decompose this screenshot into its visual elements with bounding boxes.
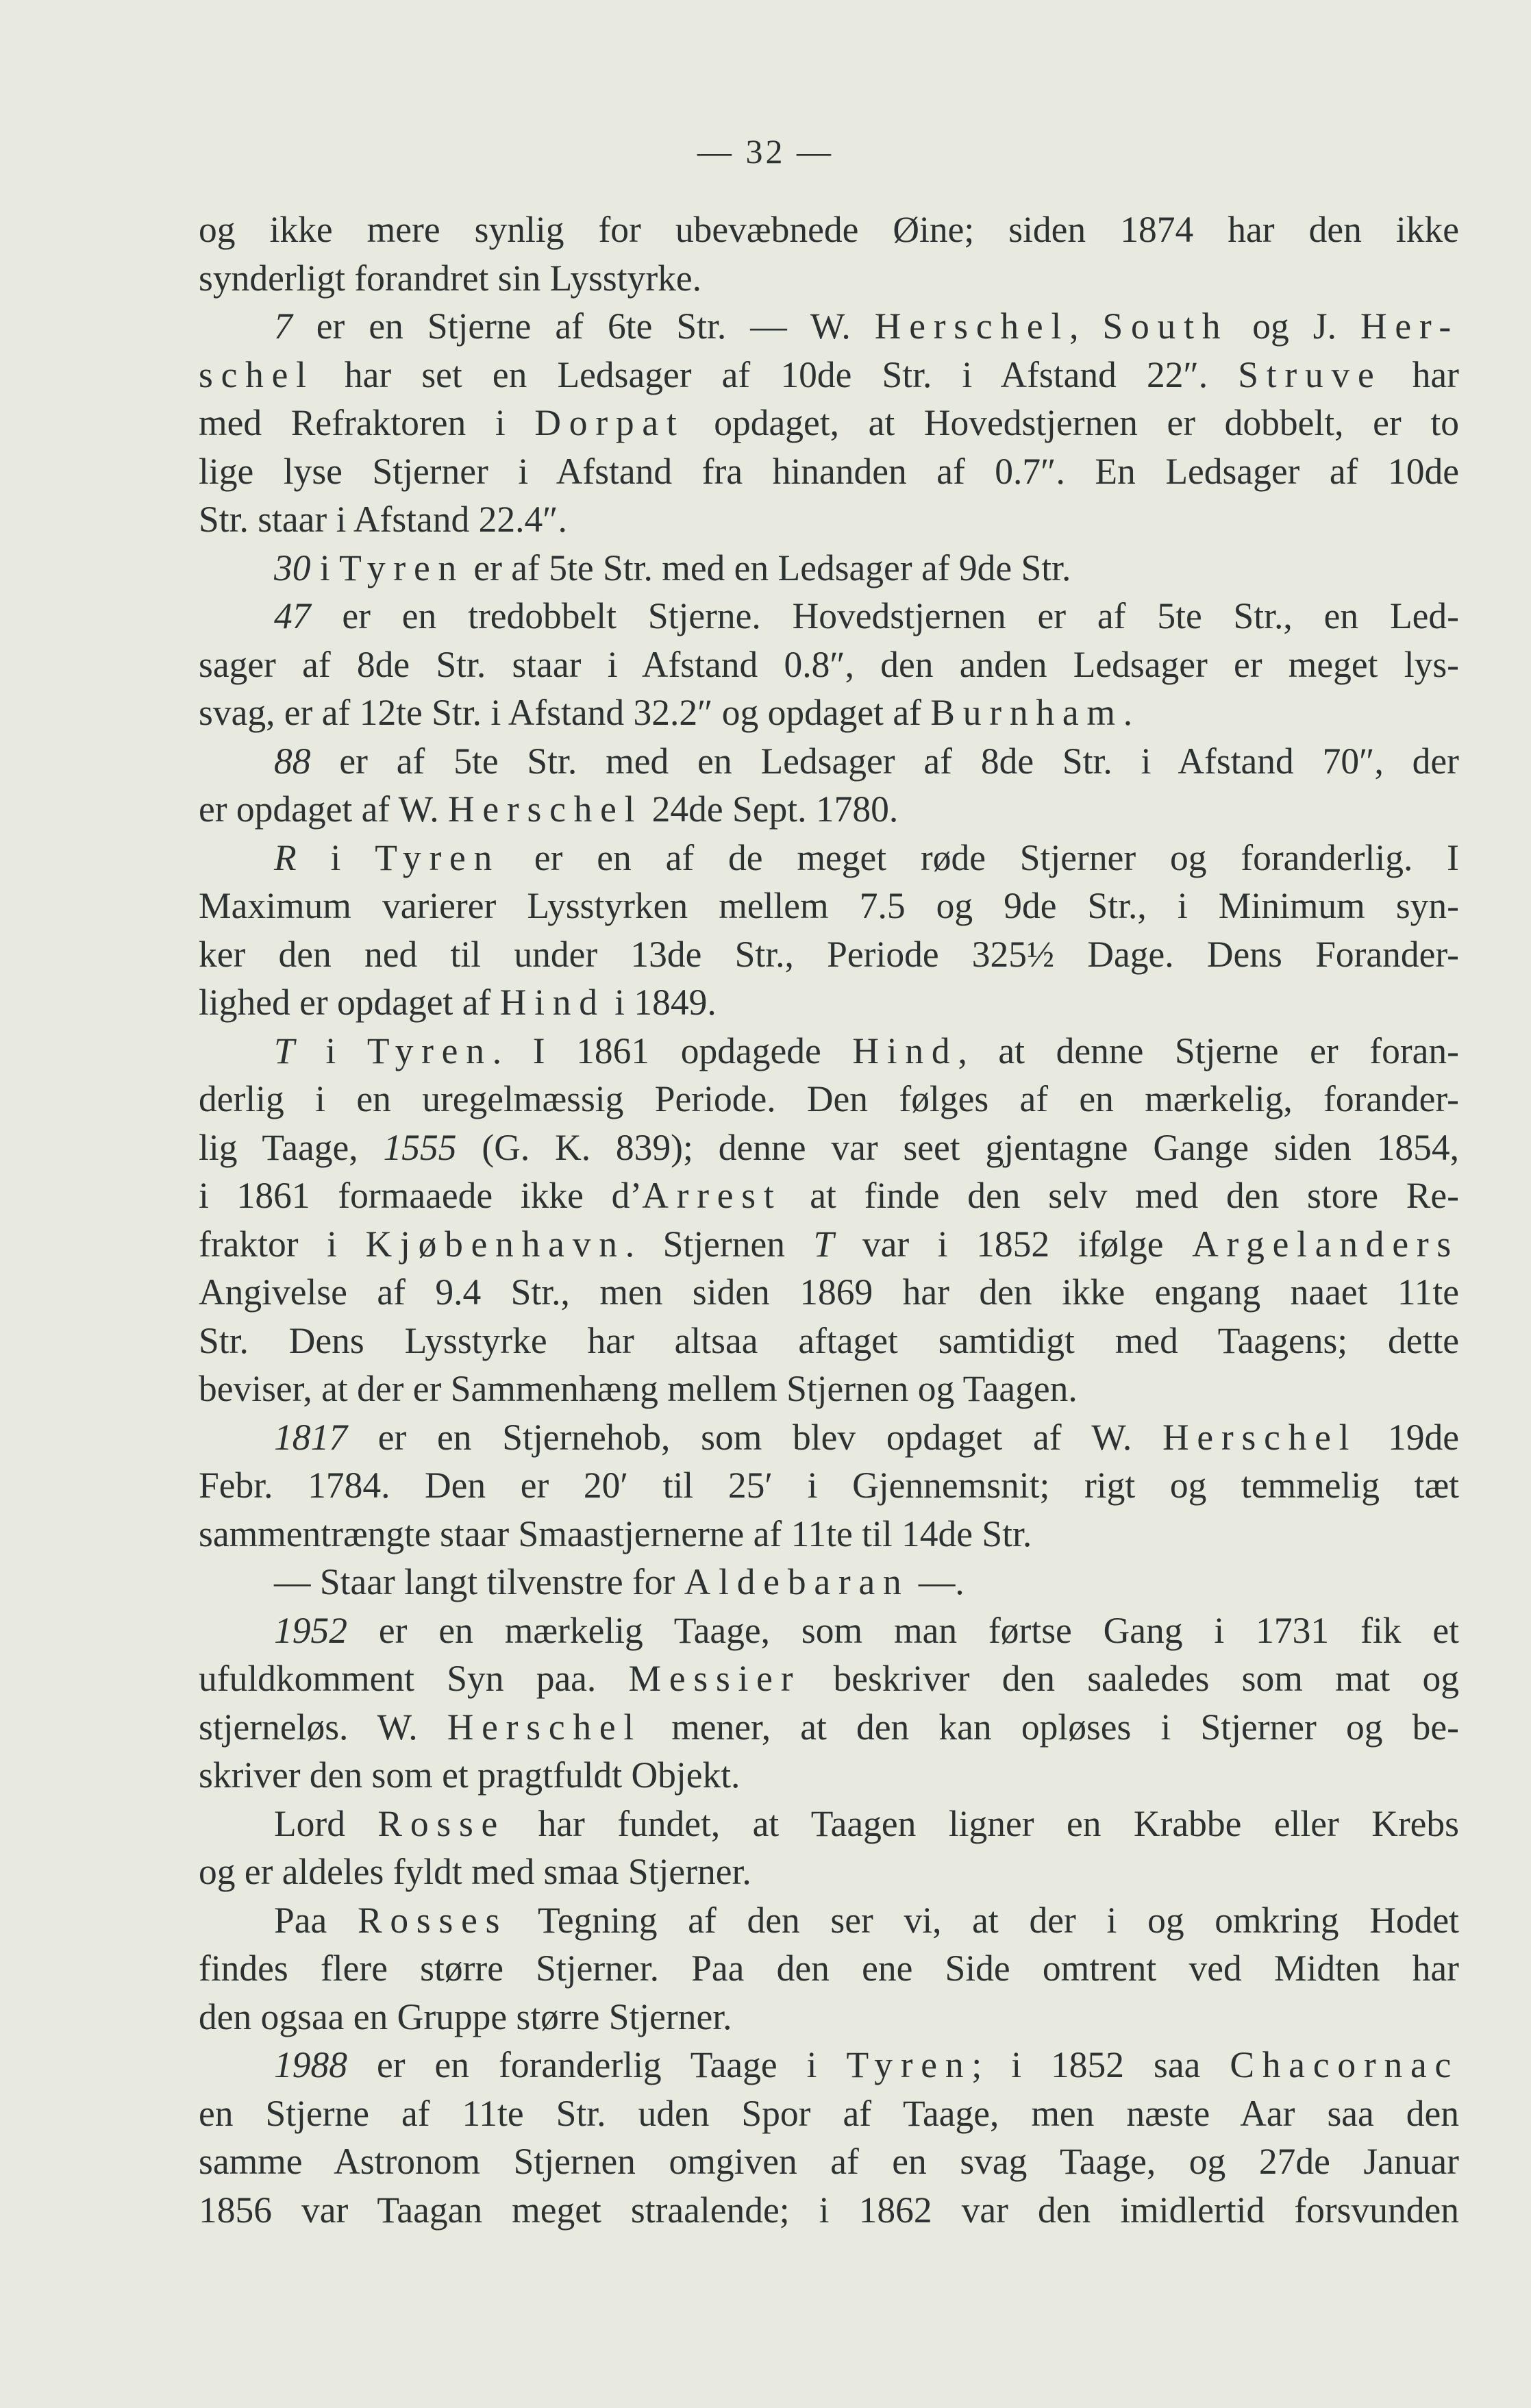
text-span: beskriver den saaledes som mat og <box>801 1658 1459 1699</box>
text-span: var i 1852 ifølge <box>834 1223 1193 1265</box>
catalog-number: T <box>274 1030 295 1071</box>
text-span: samme Astronom Stjernen omgiven af en svag Taage, og 27de Januar <box>199 2141 1459 2182</box>
text-line <box>199 1993 1459 2041</box>
spaced-name: Tyren <box>339 547 464 588</box>
text-span: findes flere større Stjerner. Paa den ene Side omtrent ved Midten har <box>199 1948 1459 1989</box>
text-span: Lord <box>274 1802 378 1844</box>
text-line <box>199 737 1459 786</box>
text-span: Febr. 1784. Den er 20′ til 25′ i Gjennemsnit; rigt og temmelig tæt <box>199 1465 1459 1506</box>
text-span: i 1849. <box>605 982 717 1023</box>
text-line <box>199 688 1459 737</box>
spaced-name: Rosses <box>357 1899 508 1941</box>
text-span: i <box>296 836 375 878</box>
catalog-number: T <box>813 1223 834 1265</box>
catalog-number: 30 <box>274 547 311 588</box>
text-span: sager af 8de Str. staar i Afstand 0.8″, den anden Ledsager er meget lys- <box>199 643 1459 685</box>
text-line <box>199 882 1459 930</box>
spaced-name: Messier <box>628 1658 801 1699</box>
text-span: mener, at den kan opløses i Stjerner og be- <box>642 1706 1459 1748</box>
text-span: skriver den som et pragtfuldt Objekt. <box>199 1754 740 1796</box>
catalog-number: 1555 <box>383 1126 457 1168</box>
text-span: —. <box>909 1561 964 1602</box>
text-span: i <box>294 1030 367 1071</box>
text-line <box>199 544 1459 593</box>
text-span: derlig i en uregelmæssig Periode. Den følges af en mærkelig, forander- <box>199 1078 1459 1119</box>
spaced-name: Her- <box>1360 306 1460 347</box>
text-line <box>199 1654 1459 1703</box>
text-line <box>199 399 1459 447</box>
text-line <box>199 495 1459 544</box>
text-span: Paa <box>274 1899 358 1941</box>
text-line <box>199 1317 1459 1365</box>
text-line <box>199 1413 1459 1462</box>
catalog-number: R <box>274 836 297 878</box>
text-line <box>199 1896 1459 1945</box>
text-line <box>199 1365 1459 1413</box>
spaced-name: South <box>1102 306 1229 347</box>
text-span: er en tredobbelt Stjerne. Hovedstjernen er af 5te Str., en Led- <box>310 595 1459 636</box>
text-line <box>199 1800 1459 1848</box>
spaced-name: Argelanders <box>1192 1223 1460 1265</box>
catalog-number: 7 <box>274 306 292 347</box>
text-span: at finde den selv med den store Re- <box>782 1175 1459 1216</box>
text-line <box>199 2137 1459 2186</box>
text-line <box>199 1510 1459 1559</box>
text-span: 24de Sept. 1780. <box>643 789 899 830</box>
text-line <box>199 1124 1459 1172</box>
text-span: opdaget, at Hovedstjernen er dobbelt, er to <box>684 402 1459 443</box>
text-span: synderligt forandret sin Lysstyrke. <box>199 257 702 299</box>
spaced-name: Herschel <box>447 1706 643 1748</box>
text-span: fraktor i <box>199 1223 366 1265</box>
text-span: — Staar langt tilvenstre for <box>274 1561 684 1602</box>
text-line <box>199 785 1459 834</box>
text-span: beviser, at der er Sammenhæng mellem Stjernen og Taagen. <box>199 1368 1078 1409</box>
text-span: . Stjernen <box>625 1223 814 1265</box>
text-line <box>199 1220 1459 1269</box>
text-span: ; i 1852 saa <box>971 2044 1230 2085</box>
text-span: Angivelse af 9.4 Str., men siden 1869 har den ikke engang naaet 11te <box>199 1271 1459 1313</box>
spaced-name: Herschel <box>1162 1416 1358 1458</box>
text-line <box>199 447 1459 496</box>
text-span: ufuldkomment Syn paa. <box>199 1658 629 1699</box>
catalog-number: 1952 <box>274 1609 347 1651</box>
text-line <box>199 2089 1459 2138</box>
spaced-name: Struve <box>1238 353 1382 395</box>
text-line <box>199 1268 1459 1317</box>
text-line <box>199 1558 1459 1606</box>
text-span: . <box>1123 692 1133 733</box>
spaced-name: Herschel <box>447 789 643 830</box>
text-span: . I 1861 opdagede <box>492 1030 853 1071</box>
text-span: har fundet, at Taagen ligner en Krabbe eller Krebs <box>506 1802 1459 1844</box>
text-span: Str. Dens Lysstyrke har altsaa aftaget samtidigt med Taagens; dette <box>199 1319 1459 1361</box>
text-span: er opdaget af W. <box>199 789 448 830</box>
text-span: sammentrængte staar Smaastjernerne af 11te til 14de Str. <box>199 1513 1032 1554</box>
text-line <box>199 302 1459 351</box>
text-span: (G. K. 839); denne var seet gjentagne Gange siden 1854, <box>456 1126 1459 1168</box>
catalog-number: 1817 <box>274 1416 347 1458</box>
text-span: er en Stjernehob, som blev opdaget af W. <box>347 1416 1162 1458</box>
catalog-number: 88 <box>274 740 311 782</box>
spaced-name: Aldebaran <box>684 1561 910 1602</box>
spaced-name: Kjøbenhavn <box>365 1223 625 1265</box>
text-span: og er aldeles fyldt med smaa Stjerner. <box>199 1851 751 1892</box>
catalog-number: 47 <box>274 595 311 636</box>
text-span: og J. <box>1228 306 1360 347</box>
spaced-name: Tyren <box>846 2044 972 2085</box>
page-number: — 32 — <box>697 132 834 171</box>
spaced-name: Herschel <box>874 306 1070 347</box>
text-span: er af 5te Str. med en Ledsager af 8de Str. i Afstand 70″, der <box>310 740 1459 782</box>
text-line <box>199 1606 1459 1655</box>
text-line <box>199 1703 1459 1752</box>
text-line <box>199 1848 1459 1896</box>
text-span: lige lyse Stjerner i Afstand fra hinanden af 0.7″. En Ledsager af 10de <box>199 450 1459 492</box>
text-line <box>199 351 1459 399</box>
text-span: Tegning af den ser vi, at der i og omkring Hodet <box>508 1899 1460 1941</box>
text-span: 1856 var Taagan meget straalende; i 1862 var den imidlertid forsvunden <box>199 2189 1459 2231</box>
text-line <box>199 592 1459 641</box>
text-line <box>199 1027 1459 1076</box>
spaced-name: schel <box>199 353 314 395</box>
spaced-name: Arrest <box>642 1175 782 1216</box>
text-line <box>199 1075 1459 1124</box>
text-line <box>199 834 1459 882</box>
spaced-name: Hind <box>852 1030 958 1071</box>
catalog-number: 1988 <box>274 2044 347 2085</box>
text-span: er af 5te Str. med en Ledsager af 9de Str. <box>464 547 1071 588</box>
text-span: , <box>1069 306 1103 347</box>
text-line <box>199 1944 1459 1993</box>
text-line <box>199 254 1459 303</box>
text-line <box>199 1171 1459 1220</box>
text-span: er en mærkelig Taage, som man førtse Gang i 1731 fik et <box>347 1609 1459 1651</box>
text-span: er en foranderlig Taage i <box>347 2044 847 2085</box>
text-span: lighed er opdaget af <box>199 982 500 1023</box>
text-span: en Stjerne af 11te Str. uden Spor af Taage, men næste Aar saa den <box>199 2092 1459 2134</box>
text-span: med Refraktoren i <box>199 402 535 443</box>
text-span: stjerneløs. W. <box>199 1706 447 1748</box>
text-span: i 1861 formaaede ikke d’ <box>199 1175 643 1216</box>
text-line <box>199 2041 1459 2089</box>
text-span: Maximum varierer Lysstyrken mellem 7.5 og 9de Str., i Minimum syn- <box>199 885 1459 926</box>
text-span: er en Stjerne af 6te Str. — W. <box>292 306 875 347</box>
text-span: den ogsaa en Gruppe større Stjerner. <box>199 1996 732 2037</box>
spaced-name: Rosse <box>377 1802 506 1844</box>
text-span: har <box>1382 353 1459 395</box>
text-span: i <box>310 547 340 588</box>
text-line <box>199 978 1459 1027</box>
text-span: Str. staar i Afstand 22.4″. <box>199 499 567 540</box>
text-line <box>199 1461 1459 1510</box>
spaced-name: Hind <box>499 982 606 1023</box>
text-line <box>199 930 1459 979</box>
text-span: er en af de meget røde Stjerner og foranderlig. I <box>500 836 1459 878</box>
spaced-name: Tyren <box>375 836 501 878</box>
text-span: og ikke mere synlig for ubevæbnede Øine; siden 1874 har den ikke <box>199 209 1459 250</box>
spaced-name: Dorpat <box>534 402 685 443</box>
text-span: svag, er af 12te Str. i Afstand 32.2″ og opdaget af <box>199 692 931 733</box>
text-span: har set en Ledsager af 10de Str. i Afstand 22″. <box>314 353 1239 395</box>
text-span: lig Taage, <box>199 1126 384 1168</box>
body-text <box>199 206 1459 2234</box>
text-line <box>199 641 1459 689</box>
text-span: ker den ned til under 13de Str., Periode 325½ Dage. Dens Forander- <box>199 933 1459 975</box>
spaced-name: Burnham <box>930 692 1123 733</box>
text-line <box>199 1751 1459 1800</box>
text-span: 19de <box>1357 1416 1459 1458</box>
text-line <box>199 2186 1459 2235</box>
spaced-name: Tyren <box>366 1030 493 1071</box>
text-line <box>199 206 1459 254</box>
text-span: , at denne Stjerne er foran- <box>958 1030 1459 1071</box>
spaced-name: Chacornac <box>1230 2044 1459 2085</box>
